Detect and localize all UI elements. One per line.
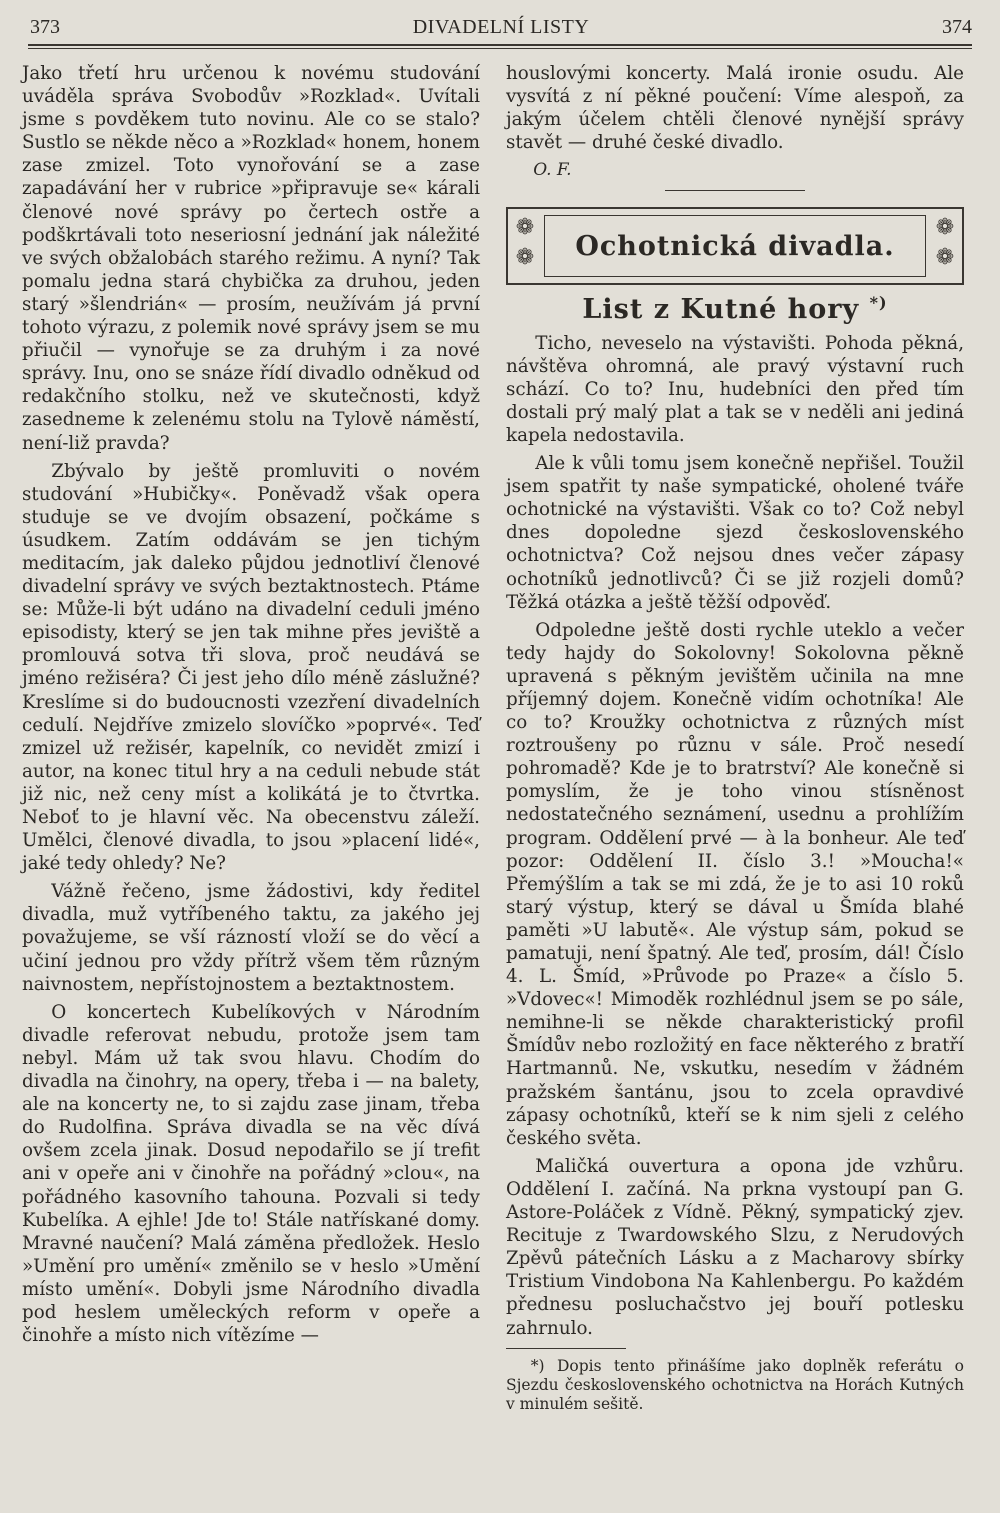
footnote-rule xyxy=(506,1348,626,1349)
paragraph: Ticho, neveselo na výstavišti. Pohoda pěkná, návštěva ohromná, ale pravý výstavní ruch schází. Co to? Inu, hudebníci den před tím dostali prý malý plat a tak se v neděli ani jediná kapela nedostavila. xyxy=(506,332,964,446)
paragraph: Vážně řečeno, jsme žádostivi, kdy ředitel divadla, muž vytříbeného taktu, za jakého jej považujeme, se vší rázností vloží se do věcí a učiní jednou pro vždy přítrž všem těm různým naivnostem, nepřístojnostem a beztaktnostem. xyxy=(22,881,480,995)
paragraph: Ale k vůli tomu jsem konečně nepřišel. Toužil jsem spatřit ty naše sympatické, oholené tváře ochotnické na výstavišti. Však co to? Což nebyl dnes dopoledne sjezd československého ochotnictva? Což nejsou dnes večer zápasy ochotníků jednotlivců? Či se již rozjeli domů? Těžká otázka a ještě těžší odpověď. xyxy=(506,453,964,613)
page-number-right: 374 xyxy=(942,16,972,38)
paragraph: houslovými koncerty. Malá ironie osudu. Ale vysvítá z ní pěkné poučení: Víme alespoň, za jakým účelem chtěli členové nynější správy stavět — druhé české divadlo. xyxy=(506,63,964,154)
header-rule xyxy=(28,44,972,46)
paragraph: O koncertech Kubelíkových v Národním divadle referovat nebudu, protože jsem tam nebyl. Mám už tak svou hlavu. Chodím do divadla na činohry, na opery, třeba i — na balety, ale na koncerty ne, to si zajdu zase jinam, třeba do Rudolfina. Správa divadla se na věc dívá ovšem zcela jinak. Dosud nepodařilo se jí trefit ani v opeře ani v činohře na pořádný »clou«, na pořádného kasovního tahouna. Pozvali si tedy Kubelíka. A ejhle! Jde to! Stále natřískané domy. Mravné naučení? Malá záměna předložek. Heslo »Umění pro umění« změnilo se v heslo »Umění místo umění«. Dobyli jsme Národního divadla pod heslem uměleckých reform v opeře a činohře a místo nich vítězíme — xyxy=(22,1001,480,1347)
section-heading-box xyxy=(506,207,964,285)
paragraph: Zbývalo by ještě promluviti o novém studování »Hubičky«. Poněvadž však opera studuje se ve dvojím obsazení, počkáme s úsudkem. Zatím oddávám se jen tichým meditacím, jak daleko půjdou jednotliví členové divadelní správy ve svých beztaktnostech. Ptáme se: Může-li být udáno na divadelní ceduli jméno episodisty, který se jen tak mihne přes jeviště a promlouvá sotva tři slova, proč neudává se jméno režiséra? Či jest jeho dílo méně záslužné? Kreslíme si do budoucnosti vzezření divadelních cedulí. Nejdříve zmizelo slovíčko »poprvé«. Teď zmizel už režisér, kapelník, co nevidět zmizí i autor, na konec titul hry a na ceduli nebude stát již nic, než ceny míst a kolikátá je to čtvrtka. Neboť to je hlavní věc. Na obecenstvu záleží. Umělci, členové divadla, to jsou »placení lidé«, jaké tedy ohledy? Ne? xyxy=(22,460,480,875)
flower-ornament-icon: ❁ xyxy=(935,245,955,271)
article-title xyxy=(506,291,964,326)
paragraph: Maličká ouvertura a opona jde vzhůru. Oddělení I. začíná. Na prkna vystoupí pan G. Astore-Poláček z Vídně. Pěkný, sympatický zjev. Recituje z Twardowského Slzu, z Nerudových Zpěvů pátečních Lásku a z Macharovy sbírky Tristium Vindobona Na Kahlenbergu. Po každém přednesu posluchačstvo jej bouří potlesku zahrnulo. xyxy=(506,1155,964,1339)
footnote: *) Dopis tento přinášíme jako doplněk referátu o Sjezdu československého ochotnictva na Horách Kutných v minulém sešitě. xyxy=(506,1356,964,1413)
author-signature: O. F. xyxy=(533,160,572,181)
flower-ornament-icon: ❁ xyxy=(935,215,955,241)
flower-ornament-icon: ❁ xyxy=(515,245,535,271)
paragraph: Odpoledne ještě dosti rychle uteklo a večer tedy hajdy do Sokolovny! Sokolovna pěkně upravená s pěkným jevištěm učinila na mne příjemný dojem. Konečně vidím ochotníka! Ale co to? Kroužky ochotnictva z různých míst roztroušeny po různu v sále. Proč nesedí pohromadě? Kde je to bratrství? Ale konečně si pomyslím, že je toho vinou stísněnost nedostatečného seznámení, usednu a prohlížím program. Oddělení prvé — à la bonheur. Ale teď pozor: Oddělení II. číslo 3.! »Moucha!« Přemýšlím a tak se mi zdá, že je to asi 10 roků starý výstup, který se dával u Šmída blahé paměti »U labutě«. Ale výstup sám, pokud se pamatuji, není špatný. Ale teď, prosím, dál! Číslo 4. L. Šmíd, »Průvode po Praze« a číslo 5. »Vdovec«! Mimoděk rozhlédnul jsem se po sále, nemihne-li se někde charakteristický profil Šmídův nebo rozložitý en face některého z bratří Hartmannů. Ne, vskutku, nesedím v žádném pražském šantánu, jsou to zcela opravdivé zápasy ochotníků, kteří se k nim sjeli z celého českého světa. xyxy=(506,619,964,1149)
flower-ornament-icon: ❁ xyxy=(515,215,535,241)
page-number-left: 373 xyxy=(30,16,60,38)
right-column xyxy=(506,62,964,1419)
journal-title: DIVADELNÍ LISTY xyxy=(412,16,590,38)
footnote-mark: *) xyxy=(869,293,888,313)
section-heading: Ochotnická divadla. xyxy=(544,215,926,277)
paragraph: Jako třetí hru určenou k novému studování uváděla správa Svobodův »Rozklad«. Uvítali jsme s povděkem tuto novinu. Ale co se stalo? Sustlo se někde něco a »Rozklad« honem, honem zase zmizel. Toto vynořování se a zase zapadávání her v rubrice »připravuje se« kárali členové nové správy po čertech ostře a podškrtávali toto neseriosní jednání jak náležité ve svých obžalobách starého režimu. A nyní? Tak pomalu jedna stará chybička za druhou, jeden starý »šlendrián« — prosím, neužívám já první tohoto výrazu, z polemik nové správy jsem se mu přiučil — vynořuje se za druhým i za nové správy. Inu, ono se snáze řídí divadlo odněkud od redakčního stolku, než ve skutečnosti, když zasedneme k zelenému stolu na Tylově náměstí, není-liž pravda? xyxy=(22,63,480,454)
divider xyxy=(665,190,805,191)
article-title-text: List z Kutné hory xyxy=(582,294,860,326)
page-header xyxy=(30,16,972,42)
header-rule-thin xyxy=(28,48,972,49)
left-column xyxy=(22,62,480,1352)
